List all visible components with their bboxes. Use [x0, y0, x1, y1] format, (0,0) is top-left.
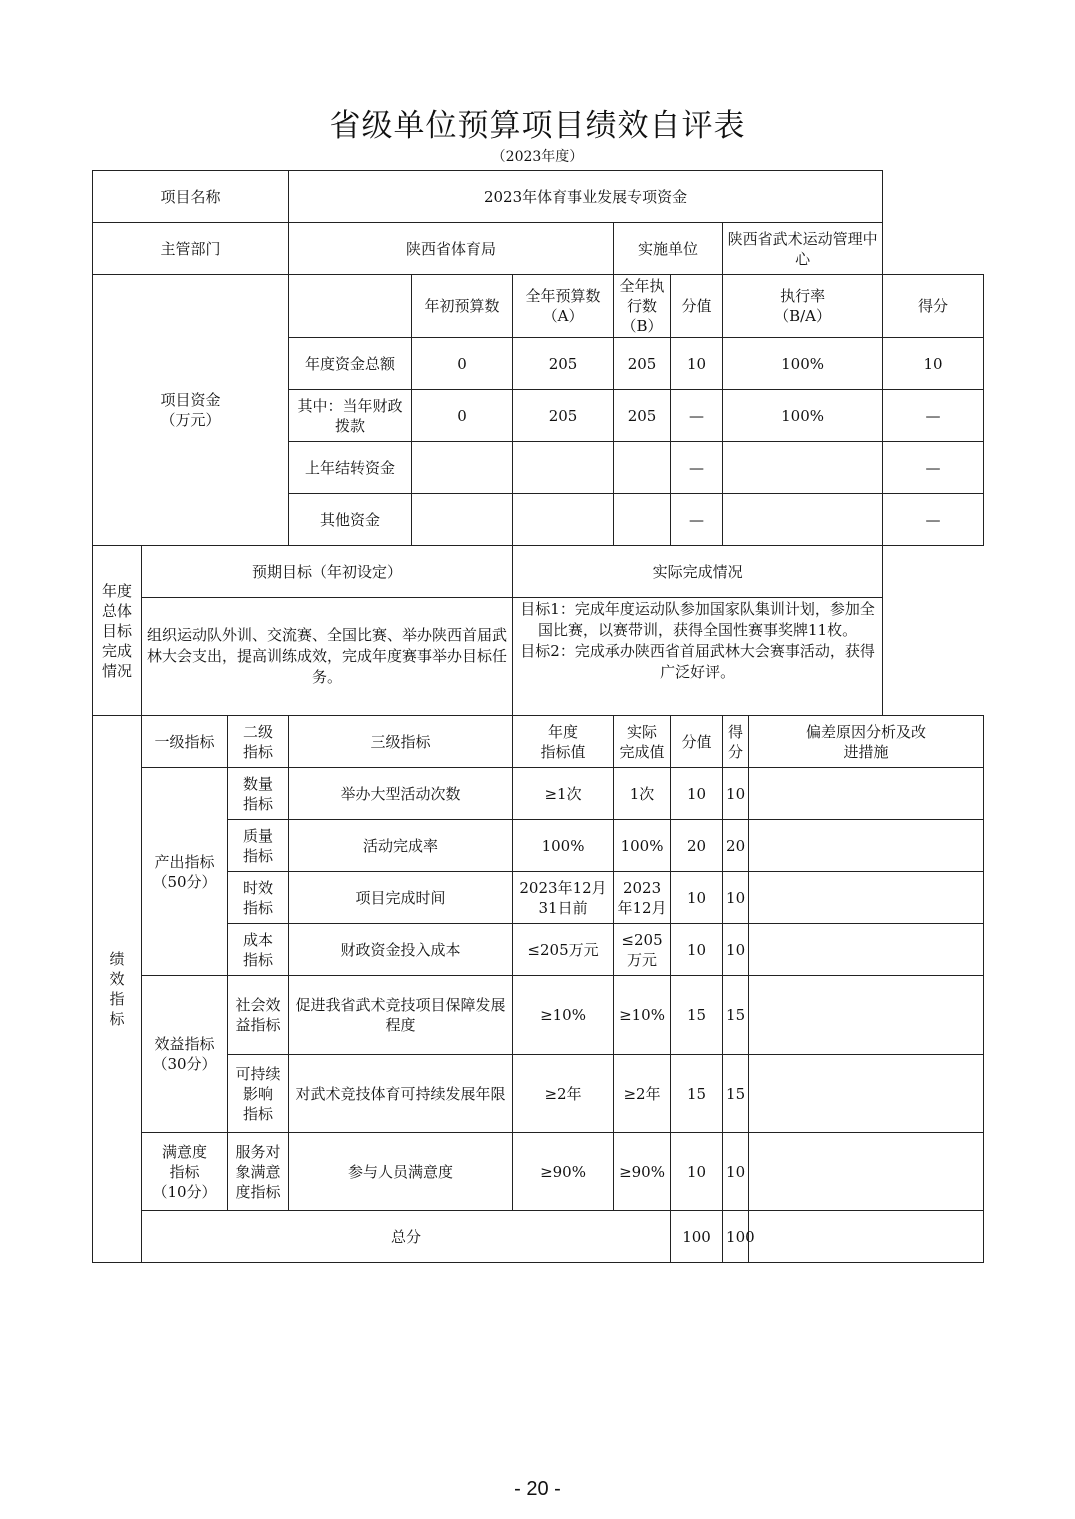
unit-value: 陕西省武术运动管理中心 — [723, 223, 883, 275]
indicator-weight: 15 — [671, 976, 723, 1055]
indicator-target: 2023年12月 31日前 — [513, 872, 614, 924]
indicator-level2: 时效 指标 — [228, 872, 289, 924]
funds-row-initial — [412, 442, 513, 494]
indicator-level2: 服务对 象满意 度指标 — [228, 1133, 289, 1211]
project-name-value: 2023年体育事业发展专项资金 — [289, 171, 883, 223]
indicator-group-label: 产出指标 （50分） — [142, 768, 228, 976]
indicator-remark — [749, 1055, 984, 1133]
indicator-row — [93, 976, 984, 1055]
goals-expected-text: 组织运动队外训、交流赛、全国比赛、举办陕西首届武林大会支出，提高训练成效，完成年度赛事举办目标任务。 — [142, 598, 513, 716]
funds-row-weight: — — [671, 442, 723, 494]
indicator-remark — [749, 872, 984, 924]
indicator-level2: 成本 指标 — [228, 924, 289, 976]
funds-row-initial: 0 — [412, 338, 513, 390]
funds-header-row — [93, 275, 984, 338]
indicator-score: 10 — [723, 924, 749, 976]
funds-row-annual: 205 — [513, 338, 614, 390]
funds-row-label: 上年结转资金 — [289, 442, 412, 494]
dept-value: 陕西省体育局 — [289, 223, 614, 275]
indicator-target: ≥2年 — [513, 1055, 614, 1133]
indicator-target: ≥10% — [513, 976, 614, 1055]
total-label: 总分 — [142, 1211, 671, 1263]
indicator-level3: 举办大型活动次数 — [289, 768, 513, 820]
funds-header-blank — [289, 275, 412, 338]
funds-header-weight: 分值 — [671, 275, 723, 338]
indicator-remark — [749, 924, 984, 976]
funds-header-rate: 执行率 （B/A） — [723, 275, 883, 338]
total-score: 100 — [723, 1211, 749, 1263]
unit-label: 实施单位 — [614, 223, 723, 275]
indicator-weight: 10 — [671, 924, 723, 976]
goals-section-label: 年度 总体 目标 完成 情况 — [93, 546, 142, 716]
indicators-section-label: 绩 效 指 标 — [93, 716, 142, 1263]
indicator-group-label: 效益指标 （30分） — [142, 976, 228, 1133]
funds-row-rate — [723, 494, 883, 546]
goals-header-row — [93, 546, 984, 598]
indicator-score: 15 — [723, 1055, 749, 1133]
goals-expected-header: 预期目标（年初设定） — [142, 546, 513, 598]
indicator-weight: 10 — [671, 1133, 723, 1211]
funds-row-weight: 10 — [671, 338, 723, 390]
indicator-weight: 15 — [671, 1055, 723, 1133]
indicator-target: ≥90% — [513, 1133, 614, 1211]
indicators-header-row — [93, 716, 984, 768]
indicator-score: 10 — [723, 872, 749, 924]
funds-row-score: — — [883, 442, 984, 494]
page-number: - 20 - — [514, 1478, 561, 1500]
indicator-actual: 100% — [614, 820, 671, 872]
indicator-level2: 社会效 益指标 — [228, 976, 289, 1055]
indicator-score: 10 — [723, 768, 749, 820]
indicator-actual: ≤205万元 — [614, 924, 671, 976]
indicator-remark — [749, 1133, 984, 1211]
funds-row-executed: 205 — [614, 338, 671, 390]
indicator-level2: 可持续 影响 指标 — [228, 1055, 289, 1133]
funds-row-annual — [513, 494, 614, 546]
project-name-label: 项目名称 — [93, 171, 289, 223]
indicator-target: 100% — [513, 820, 614, 872]
dept-label: 主管部门 — [93, 223, 289, 275]
indicator-weight: 20 — [671, 820, 723, 872]
page-title: 省级单位预算项目绩效自评表 — [329, 108, 746, 144]
indicator-level3: 参与人员满意度 — [289, 1133, 513, 1211]
funds-row-label: 其中：当年财政拨款 — [289, 390, 412, 442]
indicators-header-level3: 三级指标 — [289, 716, 513, 768]
funds-row-rate — [723, 442, 883, 494]
total-remark — [749, 1211, 984, 1263]
indicator-level3: 活动完成率 — [289, 820, 513, 872]
funds-row-annual — [513, 442, 614, 494]
funds-row-executed — [614, 442, 671, 494]
indicator-level3: 财政资金投入成本 — [289, 924, 513, 976]
indicator-weight: 10 — [671, 768, 723, 820]
indicator-group-label: 满意度 指标 （10分） — [142, 1133, 228, 1211]
indicator-actual: ≥90% — [614, 1133, 671, 1211]
performance-table — [92, 170, 984, 1263]
funds-row-weight: — — [671, 390, 723, 442]
funds-row-weight: — — [671, 494, 723, 546]
indicators-header-weight: 分值 — [671, 716, 723, 768]
funds-row-executed: 205 — [614, 390, 671, 442]
indicator-actual: ≥2年 — [614, 1055, 671, 1133]
indicators-header-score: 得分 — [723, 716, 749, 768]
indicator-score: 20 — [723, 820, 749, 872]
indicators-header-level2: 二级 指标 — [228, 716, 289, 768]
indicator-level2: 质量 指标 — [228, 820, 289, 872]
funds-section-label: 项目资金 （万元） — [93, 275, 289, 546]
indicator-remark — [749, 768, 984, 820]
indicator-actual: 2023年12月 — [614, 872, 671, 924]
funds-row-score: — — [883, 390, 984, 442]
indicator-remark — [749, 976, 984, 1055]
funds-row-score: 10 — [883, 338, 984, 390]
funds-row-initial — [412, 494, 513, 546]
goals-actual-header: 实际完成情况 — [513, 546, 883, 598]
indicator-score: 10 — [723, 1133, 749, 1211]
indicator-level3: 促进我省武术竞技项目保障发展程度 — [289, 976, 513, 1055]
indicators-header-level1: 一级指标 — [142, 716, 228, 768]
funds-header-annual: 全年预算数 （A） — [513, 275, 614, 338]
funds-header-executed: 全年执行数 （B） — [614, 275, 671, 338]
total-row — [93, 1211, 984, 1263]
indicator-weight: 10 — [671, 872, 723, 924]
report-year: （2023年度） — [491, 149, 584, 165]
project-name-row — [93, 171, 984, 223]
indicator-level3: 项目完成时间 — [289, 872, 513, 924]
indicator-target: ≤205万元 — [513, 924, 614, 976]
indicator-actual: ≥10% — [614, 976, 671, 1055]
indicator-score: 15 — [723, 976, 749, 1055]
indicator-actual: 1次 — [614, 768, 671, 820]
goals-actual-text: 目标1：完成年度运动队参加国家队集训计划，参加全国比赛，以赛带训，获得全国性赛事奖牌11枚。 目标2：完成承办陕西省首届武林大会赛事活动，获得广泛好评。 — [513, 598, 883, 716]
funds-row-label: 其他资金 — [289, 494, 412, 546]
funds-row-executed — [614, 494, 671, 546]
funds-header-score: 得分 — [883, 275, 984, 338]
funds-row-initial: 0 — [412, 390, 513, 442]
department-row — [93, 223, 984, 275]
funds-row-label: 年度资金总额 — [289, 338, 412, 390]
indicators-header-remark: 偏差原因分析及改 进措施 — [749, 716, 984, 768]
indicator-level2: 数量 指标 — [228, 768, 289, 820]
indicator-row — [93, 1133, 984, 1211]
indicator-remark — [749, 820, 984, 872]
goals-content-row — [93, 598, 984, 716]
indicator-level3: 对武术竞技体育可持续发展年限 — [289, 1055, 513, 1133]
total-weight: 100 — [671, 1211, 723, 1263]
funds-row-score: — — [883, 494, 984, 546]
indicator-target: ≥1次 — [513, 768, 614, 820]
funds-row-rate: 100% — [723, 338, 883, 390]
indicators-header-actual: 实际 完成值 — [614, 716, 671, 768]
funds-row-rate: 100% — [723, 390, 883, 442]
funds-row-annual: 205 — [513, 390, 614, 442]
indicators-header-target: 年度 指标值 — [513, 716, 614, 768]
funds-header-initial: 年初预算数 — [412, 275, 513, 338]
indicator-row — [93, 768, 984, 820]
